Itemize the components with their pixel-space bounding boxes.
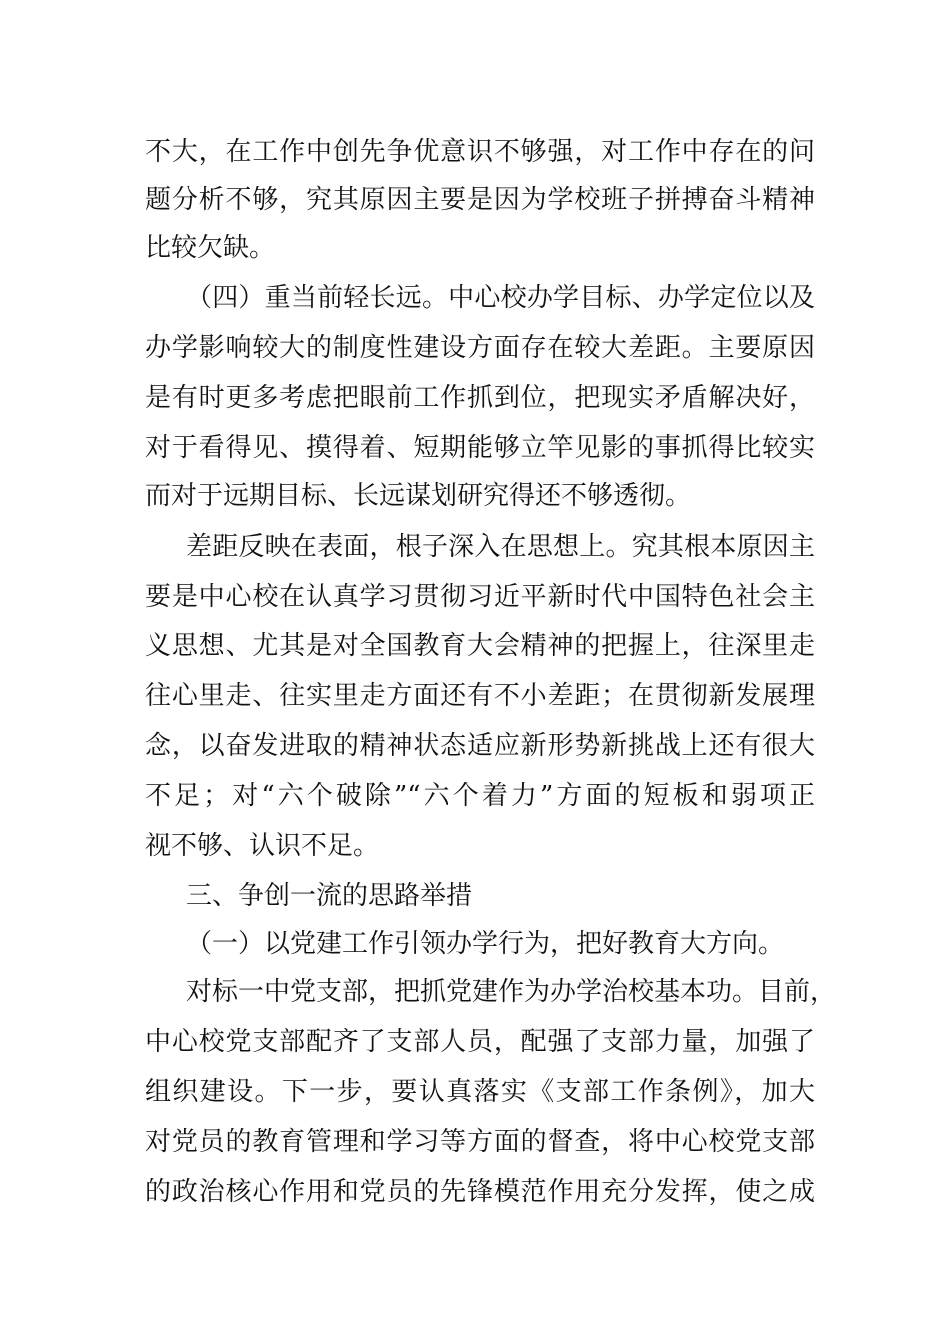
paragraph-start: 差距反映在表面，根子深入在思想上。究其根本原因主	[186, 532, 815, 562]
text-line: 义思想、尤其是对全国教育大会精神的把握上，往深里走	[145, 631, 815, 661]
paragraph-start: 对标一中党支部，把抓党建作为办学治校基本功。目前，	[186, 977, 837, 1007]
text-line: 组织建设。下一步，要认真落实《支部工作条例》，加大	[145, 1077, 815, 1107]
text-line: 中心校党支部配齐了支部人员，配强了支部力量，加强了	[145, 1027, 815, 1057]
text-line: 念，以奋发进取的精神状态适应新形势新挑战上还有很大	[145, 731, 815, 761]
text-line: 对党员的教育管理和学习等方面的督查，将中心校党支部	[145, 1127, 815, 1157]
text-line: 往心里走、往实里走方面还有不小差距；在贯彻新发展理	[145, 681, 815, 711]
text-line: 的政治核心作用和党员的先锋模范作用充分发挥，使之成	[145, 1177, 815, 1207]
section-heading-3: 三、争创一流的思路举措	[186, 881, 473, 911]
text-line: 视不够、认识不足。	[145, 831, 380, 861]
subsection-heading-1: （一）以党建工作引领办学行为，把好教育大方向。	[186, 929, 785, 959]
section-heading: （四）重当前轻长远。中心校办学目标、办学定位以及	[186, 283, 815, 313]
text-line: 不大，在工作中创先争优意识不够强，对工作中存在的问	[145, 137, 815, 167]
text-line: 题分析不够，究其原因主要是因为学校班子拼搏奋斗精神	[145, 185, 815, 215]
text-line: 对于看得见、摸得着、短期能够立竿见影的事抓得比较实	[145, 433, 815, 463]
text-line: 是有时更多考虑把眼前工作抓到位，把现实矛盾解决好，	[145, 383, 815, 413]
text-line: 办学影响较大的制度性建设方面存在较大差距。主要原因	[145, 333, 815, 363]
text-line: 不足；对“六个破除”“六个着力”方面的短板和弱项正	[145, 781, 815, 811]
text-line: 而对于远期目标、长远谋划研究得还不够透彻。	[145, 481, 692, 511]
text-line: 比较欠缺。	[145, 233, 276, 263]
text-line: 要是中心校在认真学习贯彻习近平新时代中国特色社会主	[145, 582, 815, 612]
